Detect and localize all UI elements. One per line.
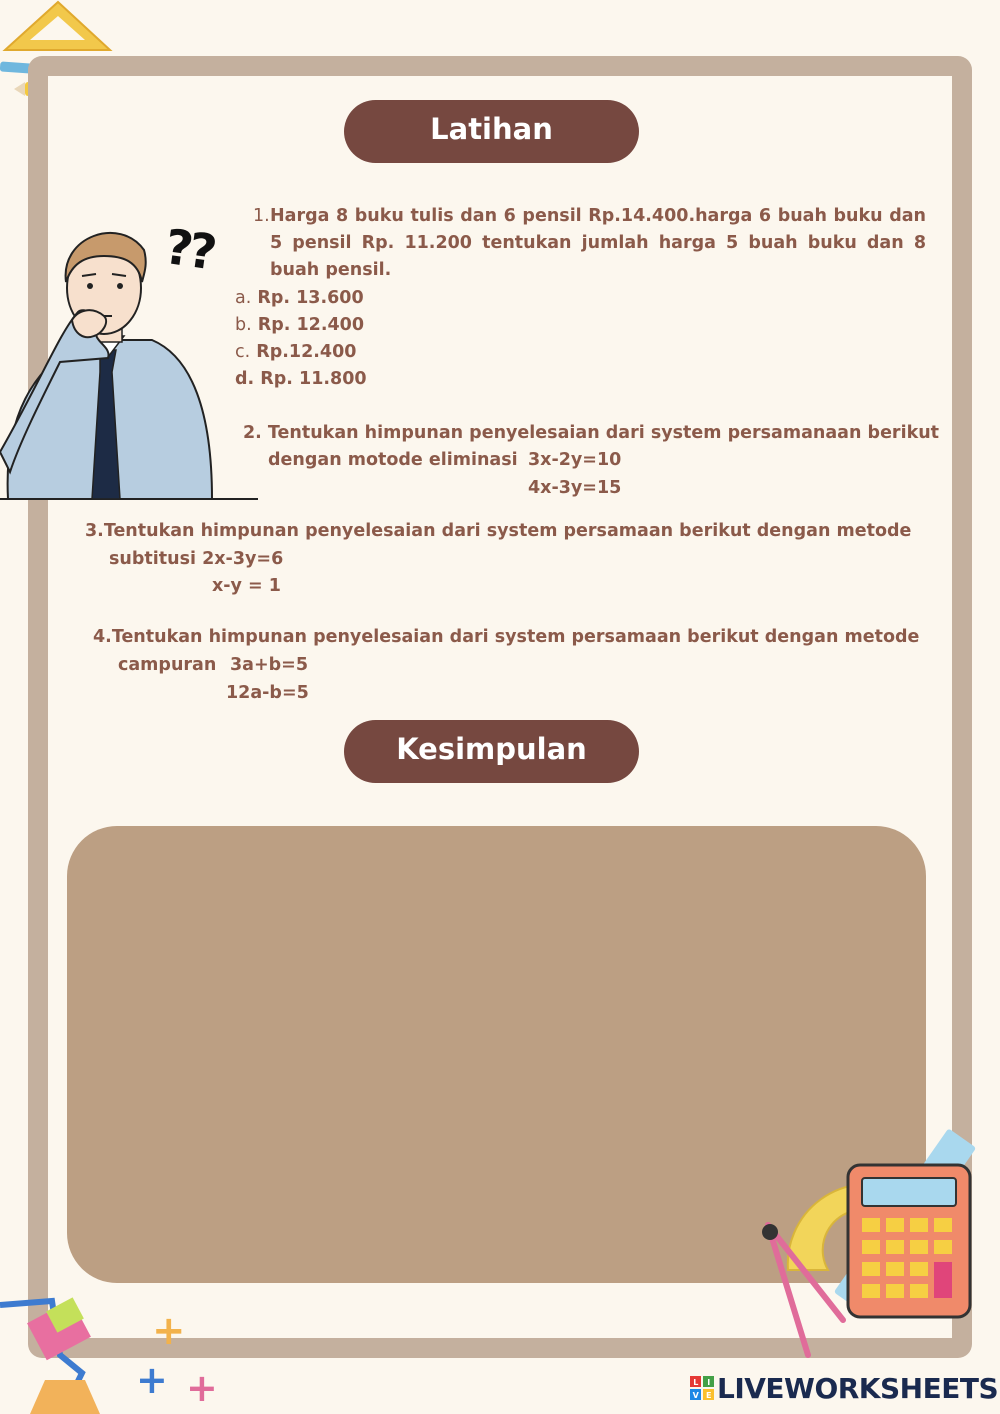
liveworksheets-brand <box>690 1372 998 1405</box>
question-3-method: subtitusi 2x-3y=6 <box>109 549 284 569</box>
liveworksheets-logo-icon <box>690 1376 714 1400</box>
option-b[interactable] <box>235 312 364 339</box>
logo-letter: V <box>692 1391 699 1400</box>
logo-letter: L <box>693 1378 698 1387</box>
question-4-method: campuran <box>118 655 217 675</box>
question-1 <box>250 203 926 284</box>
question-1-text: Harga 8 buku tulis dan 6 pensil Rp.14.400.harga 6 buah buku dan 5 pensil Rp. 11.200 tentukan jumlah harga 5 buah buku dan 8 buah pensil. <box>270 206 926 280</box>
question-marks: ?? <box>161 218 217 282</box>
eraser-icon <box>0 1295 130 1414</box>
question-4-text: 4.Tentukan himpunan penyelesaian dari system persamaan berikut dengan metode <box>93 627 920 647</box>
option-letter: b. <box>235 315 252 335</box>
math-tools-illustration <box>748 1120 978 1365</box>
option-letter: c. <box>235 342 251 362</box>
question-4-equation-1: 3a+b=5 <box>230 655 309 675</box>
brand-name: LIVEWORKSHEETS <box>717 1372 999 1405</box>
set-square-icon <box>0 0 115 60</box>
option-value: Rp. 12.400 <box>257 315 365 335</box>
plus-icon: + <box>186 1366 218 1410</box>
question-2-method: dengan motode eliminasi <box>268 450 518 470</box>
logo-letter: E <box>706 1391 711 1400</box>
option-value: Rp. 11.800 <box>260 369 367 389</box>
option-letter: d. <box>235 369 255 389</box>
question-4-equation-2: 12a-b=5 <box>226 683 309 703</box>
conclusion-heading: Kesimpulan <box>344 720 639 783</box>
plus-icon: + <box>136 1358 168 1402</box>
option-letter: a. <box>235 288 252 308</box>
question-3-equation-2: x-y = 1 <box>212 576 281 596</box>
logo-letter: I <box>707 1378 710 1387</box>
option-value: Rp.12.400 <box>256 342 357 362</box>
question-2-text: 2. Tentukan himpunan penyelesaian dari system persamanaan berikut <box>243 423 940 443</box>
option-d[interactable] <box>235 366 367 393</box>
thinking-man-illustration <box>0 212 262 504</box>
option-c[interactable] <box>235 339 356 366</box>
question-3-text: 3.Tentukan himpunan penyelesaian dari system persamaan berikut dengan metode <box>85 521 912 541</box>
plus-icon: + <box>152 1308 186 1354</box>
question-2-equation-1: 3x-2y=10 <box>528 450 622 470</box>
question-2-equation-2: 4x-3y=15 <box>528 478 622 498</box>
option-value: Rp. 13.600 <box>257 288 364 308</box>
option-a[interactable] <box>235 285 364 312</box>
question-1-number: 1. <box>253 206 270 226</box>
practice-heading: Latihan <box>344 100 639 163</box>
